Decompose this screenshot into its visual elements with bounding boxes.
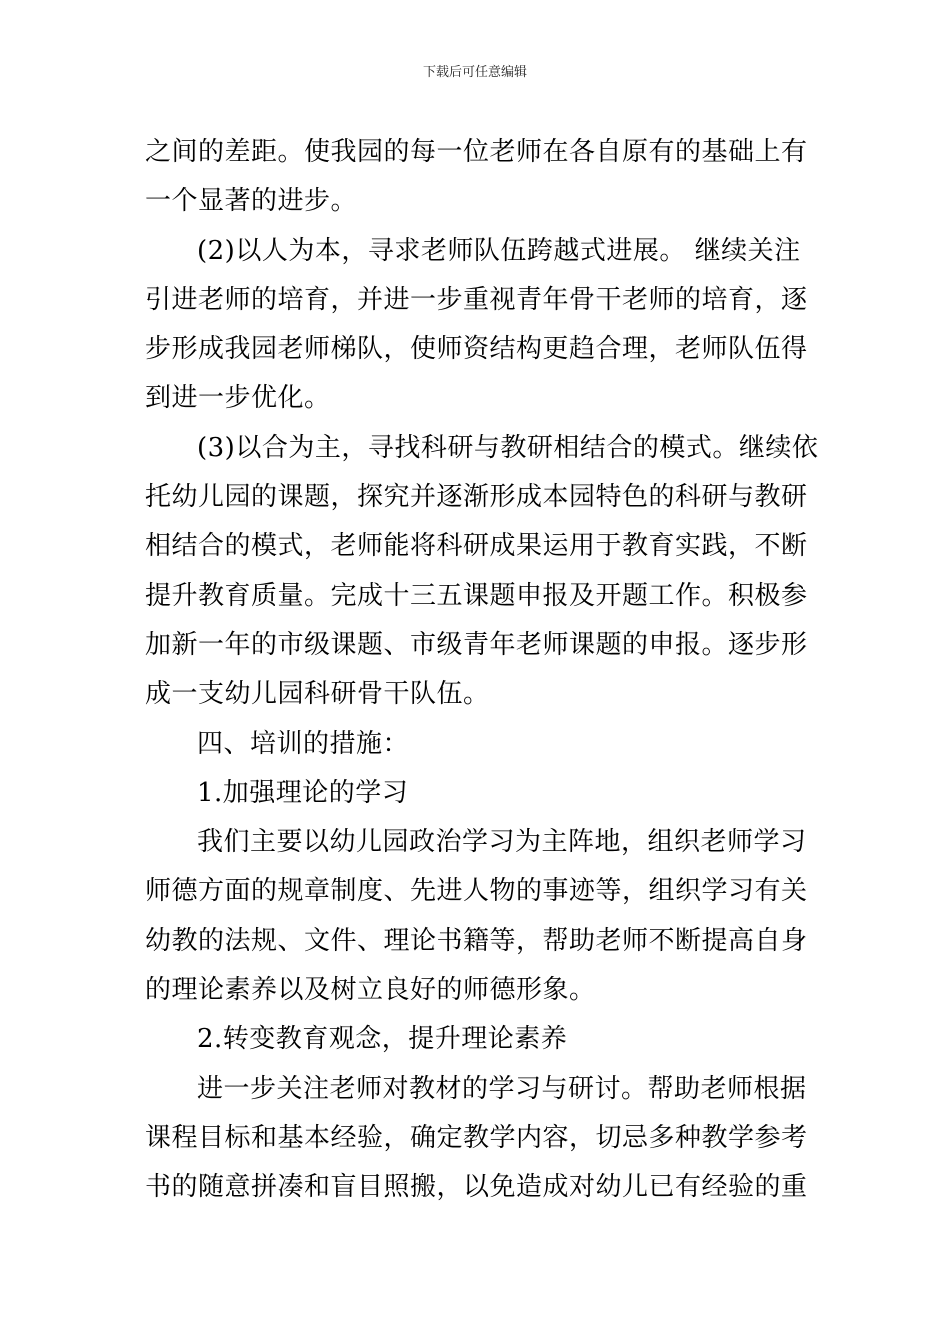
text-line: 相结合的模式，老师能将科研成果运用于教育实践，不断	[145, 531, 808, 562]
text-line: 师德方面的规章制度、先进人物的事迹等，组织学习有关	[145, 876, 808, 907]
text-line: 加新一年的市级课题、市级青年老师课题的申报。逐步形	[145, 629, 808, 660]
text-line: (2)以人为本，寻求老师队伍跨越式进展。 继续关注	[197, 235, 801, 266]
text-line: 的理论素养以及树立良好的师德形象。	[145, 975, 596, 1006]
text-line: 成一支幼儿园科研骨干队伍。	[145, 679, 490, 710]
text-line: 进一步关注老师对教材的学习与研讨。帮助老师根据	[197, 1073, 807, 1104]
text-line: 步形成我园老师梯队，使师资结构更趋合理，老师队伍得	[145, 334, 808, 365]
subsection-heading: 1.加强理论的学习	[197, 777, 409, 808]
text-line: (3)以合为主，寻找科研与教研相结合的模式。继续依	[197, 432, 819, 463]
text-line: 幼教的法规、文件、理论书籍等，帮助老师不断提高自身	[145, 925, 808, 956]
section-heading: 四、培训的措施：	[197, 728, 410, 759]
text-line: 提升教育质量。完成十三五课题申报及开题工作。积极参	[145, 580, 808, 611]
text-line: 之间的差距。使我园的每一位老师在各自原有的基础上有	[145, 137, 808, 167]
document-body	[145, 128, 819, 1213]
text-line: 引进老师的培育，并进一步重视青年骨干老师的培育，逐	[145, 284, 808, 315]
text-line: 到进一步优化。	[145, 383, 331, 414]
text-line: 课程目标和基本经验，确定教学内容，切忌多种教学参考	[145, 1122, 808, 1153]
text-line: 一个显著的进步。	[145, 186, 358, 217]
text-line: 书的随意拼凑和盲目照搬，以免造成对幼儿已有经验的重	[145, 1172, 808, 1203]
page-header: 下载后可任意编辑	[422, 65, 527, 80]
text-line: 托幼儿园的课题，探究并逐渐形成本园特色的科研与教研	[145, 482, 808, 513]
subsection-heading: 2.转变教育观念，提升理论素养	[197, 1024, 568, 1055]
text-line: 我们主要以幼儿园政治学习为主阵地，组织老师学习	[197, 827, 807, 858]
